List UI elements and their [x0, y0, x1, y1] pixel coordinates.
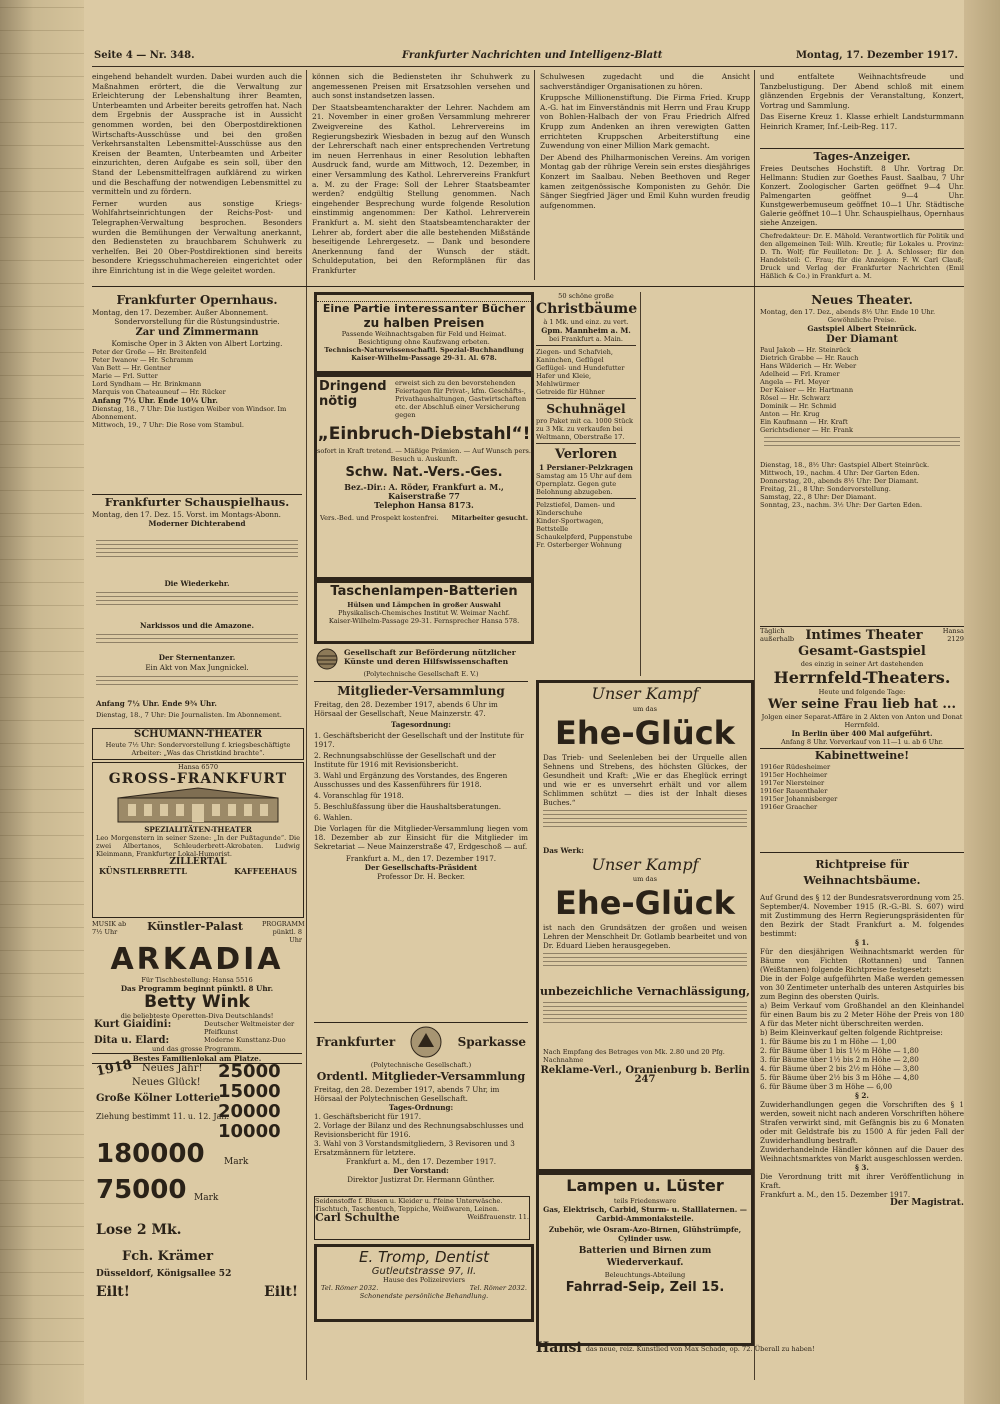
opernhaus-next: Mittwoch, 19., 7 Uhr: Die Rose vom Stambul. — [92, 421, 244, 429]
tromp-dentist-ad — [314, 1244, 534, 1322]
kampf-title2: Ehe-Glück — [555, 884, 735, 922]
einbruch-right: erweist sich zu den bevorstehenden Feiertagen für Privat-, kfm. Geschäfts-, Privathaushaltungen, Gastwirtschaften etc. der Abschluß einer Versicherung gegen — [395, 379, 527, 419]
partie-sub2: Besichtigung ohne Kaufzwang erbeten. — [358, 338, 490, 346]
neues-line3: Gastspiel Albert Steinrück. — [807, 324, 917, 333]
schauspiel-line1: Montag, den 17. Dez. 15. Vorst. im Montags-Abonn. — [92, 510, 281, 519]
arkadia-palast: Künstler-Palast — [147, 920, 243, 933]
lotterie-line2: Neues Glück! — [132, 1077, 201, 1088]
richtpreise-t4: Zuwiderhandelnde Händler können auf die Dauer des Weihnachtsmarktes von Markt ausgeschlossen werden. — [760, 1145, 964, 1163]
opernhaus-sub: Komische Oper in 3 Akten von Albert Lortzing. — [111, 339, 283, 348]
neues-line2: Gewöhnliche Preise. — [827, 316, 897, 324]
einbruch-addr: Bez.-Dir.: A. Röder, Frankfurt a. M., Kaiserstraße 77 — [344, 482, 504, 501]
opernhaus-next: Dienstag, 18., 7 Uhr: Die lustigen Weiber von Windsor. Im Abonnement. — [92, 405, 287, 421]
christ-addr: Gpm. Mannheim a. M. — [541, 326, 631, 335]
lotterie-line1: Neues Jahr! — [142, 1063, 203, 1074]
richtpreise-b: b) Beim Kleinverkauf gelten folgende Richtpreise: — [760, 1028, 943, 1037]
sparkasse-left: Frankfurter — [316, 1034, 396, 1049]
column-rule — [306, 70, 307, 1380]
einbruch-title: „Einbruch-Diebstahl“! — [317, 424, 531, 444]
sparkasse-tages: Tages-Ordnung: — [388, 1103, 454, 1112]
gesellschaft-title: Gesellschaft zur Beförderung nützlicher Künste und deren Hilfswissenschaften — [344, 648, 516, 666]
gross-phone: Hansa 6570 — [177, 763, 219, 771]
kampf-price: Nach Empfang des Betrages von Mk. 2.80 und 20 Pfg. Nachnahme — [543, 1048, 725, 1064]
opernhaus-footer: Anfang 7½ Uhr. Ende 10¼ Uhr. — [92, 396, 218, 405]
sparkasse-heading: Ordentl. Mitglieder-Versammlung — [316, 1070, 526, 1083]
editor-info: Chefredakteur: Dr. E. Mähold. Verantwortlich für Politik und den allgemeinen Teil: Wilh. Kreutle; für Lokales u. Provinz: D. Th. Wolf; für Feuilleton: Dr. J. A. Schlosser; für den Handelsteil: C. Frau; für die Anzeigen: F. W. Carl Clauß; Druck und Verlag der Frankfurter Nachrichten (Emil Häßlich & Co.) in Frankfurt a. M. — [760, 232, 964, 280]
christ-title: Christbäume — [536, 301, 638, 317]
arkadia-star-sub: die beliebteste Operetten-Diva Deutschlands! — [120, 1012, 274, 1020]
einbruch-company: Schw. Nat.-Vers.-Ges. — [345, 465, 503, 480]
christ-sub: à 1 Mk. und einz. zu vert. — [543, 318, 629, 326]
arkadia-footer: Bestes Familienlokal am Platze. — [92, 1053, 302, 1064]
paragraph-mark: § 3. — [855, 1163, 869, 1172]
christ-top: 50 schöne große — [558, 292, 614, 300]
arkadia-begin: Das Programm beginnt pünktl. 8 Uhr. — [120, 984, 274, 993]
taschen-shop: Physikalisch-Chemisches Institut W. Weimar Nachf. — [338, 609, 510, 617]
taschen-addr: Kaiser-Wilhelm-Passage 29-31. Fernsprecher Hansa 578. — [328, 617, 520, 625]
arkadia-rest: und das grosse Programm. — [151, 1045, 242, 1053]
neues-next: Dienstag, 18., 8½ Uhr: Gastspiel Albert Steinrück. — [760, 461, 930, 469]
schauspiel-item: Die Wiederkehr. — [164, 579, 230, 588]
kaffeehaus-label: KAFFEEHAUS — [234, 866, 297, 876]
arkadia-programm: PROGRAMM pünktl. 8 Uhr — [262, 920, 305, 944]
schumann-text: Heute 7½ Uhr: Sondervorstellung f. kriegsbeschäftigte Arbeiter: „Was das Christkind brachte“. — [105, 741, 291, 757]
small-ad: Ziegen- und Schafvieh, Kaninchen, Geflügel — [536, 348, 614, 364]
einbruch-foot-left: Vers.-Bed. und Prospekt kostenfrei. — [320, 514, 439, 522]
schuh-title: Schuhnägel — [546, 402, 626, 416]
lotterie-city: Düsseldorf, Königsallee 52 — [96, 1269, 232, 1279]
article-column-2 — [312, 72, 530, 280]
gesellschaft-sign3: Professor Dr. H. Becker. — [377, 872, 465, 881]
lotterie-price: Lose 2 Mk. — [96, 1222, 182, 1238]
gesellschaft-date: Freitag, den 28. Dezember 1917, abends 6 Uhr im Hörsaal der Gesellschaft, Neue Mainzerstr. 47. — [314, 700, 498, 718]
tromp-addr: Gutleutstrasse 97, II. — [371, 1266, 477, 1277]
sparkasse-emblem-icon — [409, 1025, 443, 1059]
gross-frankfurt-ad — [92, 762, 304, 918]
article-paragraph: Ferner wurden aus sonstige Kriegs-Wohlfahrtseinrichtungen der Reichs-Post- und Telegraphen-Verwaltung besprochen. Besonders wurden die Bemühungen der Verwaltung anerkannt, den Bediensteten zu brauchbarem Schuhwerk zu verhelfen. Bei 20 Ober-Postdirektionen sind bereits besondere Kriegsschuhmachereien eingerichtet oder ihre Einrichtung ist in die Wege geleitet worden. — [92, 198, 302, 275]
newspaper-title: Frankfurter Nachrichten und Intelligenz-Blatt — [402, 50, 663, 61]
neues-line1: Montag, den 17. Dez., abends 8½ Uhr. Ende 10 Uhr. — [760, 308, 936, 316]
schumann-title: SCHUMANN-THEATER — [133, 729, 263, 740]
intimes-play: Wer seine Frau lieb hat ... — [768, 697, 956, 712]
schumann-theater-ad — [92, 728, 304, 760]
eilt-label: Eilt! — [96, 1284, 130, 1300]
article-paragraph: Der Staatsbeamtencharakter der Lehrer. Nachdem am 21. November in einer großen Versammlung mehrerer Zweigvereine des Kathol. Lehrervereins im Regierungsbezirk Wiesbaden in bezug auf den Wunsch der Lehrerschaft nach einer entsprechenden Vertretung im neuen Herrenhaus in einer Resolution lebhaften Ausdruck fand, wurde am Mittwoch, 12. Dezember, in einer Versammlung des Kathol. Lehrervereins Frankfurt a. M. zu der Frage: Soll der Lehrer Staatsbeamter werden? endgültig Stellung genommen. Nach eingehender Besprechung wurde folgende Resolution einstimmig angenommen: Der Kathol. Lehrerverein Frankfurt a. M. sieht den Staatsbeamtencharakter der Lehrer ab, fordert aber die alle bestehenden Mißstände beseitigende Lehrergesetz. — Dank und besondere Anerkennung fand der Wunsch der städt. Schuldeputation, bei den Reformplänen für das Frankfurter — [312, 102, 530, 275]
partie-buecher-ad — [314, 292, 534, 374]
opernhaus-line1: Montag, den 17. Dezember. Außer Abonnement. — [92, 308, 269, 317]
small-ad: Getreide für Hühner — [536, 388, 605, 396]
arkadia-ad — [92, 920, 305, 1063]
kampf-warn: unbezeichliche Vernachlässigung, — [540, 985, 750, 998]
cast-line: Marie — Frl. Sutter — [92, 372, 158, 380]
opernhaus-ad — [92, 292, 302, 492]
verloren-title: Verloren — [554, 447, 618, 462]
small-ad: Schaukelpferd, Puppenstube — [536, 533, 633, 541]
act-name: Dita u. Elard: — [94, 1035, 170, 1046]
lampen-resell: Batterien und Birnen zum Wiederverkauf. — [578, 1246, 712, 1268]
intimes-name: Herrnfeld-Theaters. — [773, 668, 951, 687]
article-paragraph: und entfaltete Weihnachtsfreude und Tanzbelustigung. Der Abend schloß mit einem glänzenden Ergebnis der Veranstaltung, Konzert, Vortrag und Sammlung. — [760, 72, 964, 110]
agenda-item: 2. Vorlage der Bilanz und des Rechnungsabschlusses und Revisionsbericht für 1916. — [314, 1121, 524, 1139]
intimes-anfang: Anfang 8 Uhr. Vorverkauf von 11—1 u. ab 6 Uhr. — [780, 738, 944, 746]
richtpreise-sign2: Der Magistrat. — [890, 1198, 964, 1208]
kuenstlerbrettl-label: KÜNSTLERBRETTL — [99, 866, 187, 876]
tromp-sub: Hause des Polizeireviers — [382, 1276, 466, 1284]
column-rule — [640, 292, 641, 676]
schulthe-name: Carl Schulthe — [315, 1211, 400, 1224]
schulthe-ad — [314, 1196, 530, 1240]
arkadia-title: ARKADIA — [110, 942, 284, 977]
richtpreise-title: Richtpreise für Weihnachtsbäume. — [803, 858, 921, 887]
sparkasse-ad — [314, 1022, 528, 1195]
article-paragraph: Der Abend des Philharmonischen Vereins. Am vorigen Montag gab der rührige Verein sein erstes diesjähriges Konzert im Saalbau. Neben Beethoven und Reger kamen zeitgenössische Komponisten zu Gehör. Die Sänger Siegfried Jäger und Emil Kuhn wurden freudig aufgenommen. — [540, 152, 750, 210]
article-paragraph: Schulwesen zugedacht und die Ansicht sachverständiger Organisationen zu hören. — [540, 72, 750, 91]
schauspiel-footer: Anfang 7½ Uhr. Ende 9¾ Uhr. — [96, 699, 217, 708]
neues-next: Donnerstag, 20., abends 8½ Uhr: Der Diamant. — [760, 477, 919, 485]
agenda-item: 2. Rechnungsabschlüsse der Gesellschaft und der Institute für 1916 mit Revisionsbericht. — [314, 751, 496, 769]
arkadia-musik: MUSIK ab 7½ Uhr — [92, 920, 127, 936]
kampf-title: Ehe-Glück — [555, 714, 735, 752]
lotterie-year: 1918 — [94, 1057, 134, 1080]
tromp-tel2: Tel. Römer 2032. — [469, 1284, 527, 1292]
wine-item: 1917er Niersteiner — [760, 779, 825, 787]
partie-title2: zu halben Preisen — [363, 316, 485, 330]
article-column-1 — [92, 72, 302, 280]
schauspiel-line2: Moderner Dichterabend — [148, 519, 246, 528]
cast-line: Lord Syndham — Hr. Brinkmann — [92, 380, 202, 388]
intimes-sub: Jolgen einer Separat-Affäre in 2 Akten von Anton und Donat Herrnfeld. — [761, 713, 963, 729]
small-ad: Hafer und Kleie, Mehlwürmer — [536, 372, 592, 388]
schulthe-addr: Weißfrauenstr. 11. — [467, 1213, 529, 1221]
gesellschaft-note: Die Vorlagen für die Mitglieder-Versammlung liegen vom 18. Dezember ab zur Einsicht für die Mitglieder im Sekretariat — Neue Mainzerstraße 47, Erdgeschoß — auf. — [314, 824, 528, 851]
tages-text: Freies Deutsches Hochstift. 8 Uhr. Vortrag Dr. Hellmann: Studien zur Goethes Faust. Saalbau, 7 Uhr Konzert. Zoologischer Garten geöffnet 9—4 Uhr. Palmengarten geöffnet 9—4 Uhr. Kunstgewerbemuseum geöffnet 10—1 Uhr. Städtische Galerie geöffnet 10—1 Uhr. Schauspielhaus, Opernhaus siehe Anzeigen. — [760, 164, 964, 227]
kampf-top: Unser Kampf — [591, 684, 699, 703]
hansi-name: Hansi — [536, 1340, 582, 1356]
article-paragraph: eingehend behandelt wurden. Dabei wurden auch die Maßnahmen erörtert, die die Verwaltung zur Erleichterung der Lebenshaltung ihrer Beamten, Unterbeamten und Arbeiter bereits getroffen hat. Nach dem Ergebnis der Aussprache ist in Aussicht genommen worden, bei den Oberpostdirektionen Wirtschafts-Ausschüsse und bei den großen Verkehrsanstalten Lebensmittel-Ausschüsse aus den Kreisen der Beamten, Unterbeamten und Arbeiter einzurichten, deren Aufgabe es sein soll, über den Stand der Lebensmittelfragen aufklärend zu wirken und die Beschaffung der notwendigen Lebensmittel zu vermitteln und zu fördern. — [92, 72, 302, 197]
tromp-foot: Schonendste persönliche Behandlung. — [359, 1292, 489, 1300]
cast-line: Rösel — Hr. Schwarz — [760, 394, 831, 402]
einbruch-ad — [314, 374, 534, 580]
schauspiel-item: Ein Akt von Max Jungnickel. — [145, 663, 249, 672]
intimes-berlin: In Berlin über 400 Mal aufgeführt. — [791, 729, 933, 738]
intimes-left: Täglich außerhalb — [760, 627, 795, 643]
einbruch-sub: sofort in Kraft tretend. — Mäßige Prämien. — Auf Wunsch pers. Besuch u. Auskunft. — [317, 447, 531, 463]
wine-item: 1916er Rauenthaler — [760, 787, 828, 795]
neues-next: Freitag, 21., 8 Uhr: Sondervorstellung. — [760, 485, 891, 493]
richtpreise-sign: Frankfurt a. M., den 15. Dezember 1917. — [760, 1190, 911, 1199]
cast-line: Van Bett — Hr. Gentner — [92, 364, 171, 372]
neues-title: Neues Theater. — [811, 293, 913, 307]
lampen-dept: Beleuchtungs-Abteilung — [604, 1271, 686, 1279]
richtpreise-a: a) Beim Verkauf vom Großhandel an den Kleinhandel für einen Baum bis zu 2 Meter Höhe der Preis von 180 A für das Meter nicht überschreiten werden. — [760, 1001, 964, 1028]
eilt-label: Eilt! — [264, 1284, 298, 1300]
gesellschaft-sign: Frankfurt a. M., den 17. Dezember 1917. — [345, 854, 497, 863]
christbaeume-ad — [536, 292, 636, 672]
neues-next: Samstag, 22., 8 Uhr: Der Diamant. — [760, 493, 877, 501]
lotterie-mark2: Mark — [194, 1193, 219, 1203]
issue-date: Montag, 17. Dezember 1917. — [795, 50, 958, 61]
richtpreise-t3: Zuwiderhandlungen gegen die Vorschriften des § 1 werden, soweit nicht nach anderen Vorschriften höhere Strafen verwirkt sind, mit Gefängnis bis zu 6 Monaten oder mit Geldstrafe bis zu 1500 A für jeden Fall der Zuwiderhandlung bestraft. — [760, 1100, 964, 1145]
cast-line: Hans Wilderich — Hr. Weber — [760, 362, 857, 370]
christ-city: bei Frankfurt a. Main. — [548, 335, 624, 343]
einbruch-left: Dringend nötig — [319, 379, 387, 409]
wine-title: Kabinettweine! — [760, 748, 964, 763]
article-column-3 — [540, 72, 750, 280]
tromp-tel: Tel. Römer 2032. — [321, 1284, 379, 1292]
cast-line: Angela — Frl. Meyer — [760, 378, 830, 386]
schuh-text: pro Paket mit ca. 1000 Stück zu 3 Mk. zu verkaufen bei Weltmann, Oberstraße 17. — [536, 417, 634, 441]
agenda-item: 3. Wahl und Ergänzung des Vorstandes, des Engeren Ausschusses und des Kassenführers für 1918. — [314, 771, 508, 789]
intimes-title: Intimes Theater — [805, 627, 923, 643]
agenda-item: 1. Geschäftsbericht für 1917. — [314, 1112, 422, 1121]
ehe-glueck-ad — [536, 680, 754, 1172]
act-desc: Moderne Kunsttanz-Duo — [204, 1036, 286, 1044]
bound-page-edges — [0, 0, 84, 1404]
gesellschaft-sign2: Der Gesellschafts-Präsident — [364, 863, 478, 872]
tromp-name: E. Tromp, Dentist — [358, 1248, 490, 1266]
neues-next: Sonntag, 23., nachm. 3½ Uhr: Der Garten Eden. — [760, 501, 923, 509]
gross-title: GROSS-FRANKFURT — [108, 771, 288, 787]
schauspiel-next: Dienstag, 18., 7 Uhr: Die Journalisten. Im Abonnement. — [96, 711, 282, 719]
schauspiel-item: Narkissos und die Amazone. — [140, 621, 254, 630]
sparkasse-sign2: Der Vorstand: — [393, 1166, 449, 1175]
gesellschaft-heading: Mitglieder-Versammlung — [314, 681, 528, 700]
opernhaus-play: Zar und Zimmermann — [135, 327, 259, 338]
richtpreise-notice — [760, 852, 964, 1339]
gesellschaft-tages: Tagesordnung: — [391, 720, 451, 729]
taschenlampen-ad — [314, 580, 534, 644]
cast-line: Ein Kaufmann — Hr. Kraft — [760, 418, 848, 426]
article-paragraph: Das Eiserne Kreuz 1. Klasse erhielt Landsturmmann Heinrich Kramer, Inf.-Leib-Reg. 117. — [760, 112, 964, 131]
paragraph-mark: § 1. — [855, 938, 869, 947]
act-desc: Deutscher Weltmeister der Pfeifkunst — [204, 1020, 295, 1036]
sparkasse-sign3: Direktor Justizrat Dr. Hermann Günther. — [347, 1175, 495, 1184]
cast-line: Der Kaiser — Hr. Hartmann — [760, 386, 854, 394]
einbruch-tel: Telephon Hansa 8173. — [374, 500, 474, 510]
verloren-text: Samstag am 15 Uhr auf dem Opernplatz. Gegen gute Belohnung abzugeben. — [536, 472, 632, 496]
prize-amount: 10000 — [218, 1121, 281, 1142]
lampen-text: Gas, Elektrisch, Carbid, Sturm- u. Stalllaternen. — Carbid-Ammoniaksteile. — [543, 1205, 747, 1223]
price-line: 6. für Bäume über 3 m Höhe — 6,00 — [760, 1082, 893, 1091]
cast-line: Peter der Große — Hr. Breitenfeld — [92, 348, 207, 356]
einbruch-foot-right: Mitarbeiter gesucht. — [451, 514, 528, 522]
kampf-top2: Unser Kampf — [591, 855, 699, 874]
richtpreise-t1: Für den diesjährigen Weihnachtsmarkt werden für Bäume von Fichten (Rottannen) und Tannen (Weißtannen) folgende Richtpreise festgesetzt: — [760, 947, 964, 974]
small-ad: Fr. Osterberger Wohnung — [536, 541, 622, 549]
price-line: 3. für Bäume über 1½ bis 2 m Höhe — 2,80 — [760, 1055, 919, 1064]
page-number: Seite 4 — Nr. 348. — [94, 50, 195, 61]
sparkasse-sign: Frankfurt a. M., den 17. Dezember 1917. — [345, 1157, 497, 1166]
agenda-item: 3. Wahl von 3 Vorstandsmitgliedern, 3 Revisoren und 3 Ersatzmännern für letztere. — [314, 1139, 515, 1157]
intimes-g1: Gesamt-Gastspiel — [798, 644, 926, 659]
sparkasse-date: Freitag, den 28. Dezember 1917, abends 7 Uhr, im Hörsaal der Polytechnischen Gesellschaft. — [314, 1085, 500, 1103]
column-rule — [534, 70, 535, 280]
kampf-text2: ist nach den Grundsätzen der großen und weisen Lehren der Menschheit Dr. Gotlamb bearbeitet und von Dr. Eduard Lieben herausgegeben. — [543, 923, 747, 950]
article-column-4 — [760, 72, 964, 148]
kampf-um: um das — [632, 705, 658, 713]
agenda-item: 5. Beschlußfassung über die Haushaltsberatungen. — [314, 802, 502, 811]
neues-next: Mittwoch, 19., nachm. 4 Uhr: Der Garten Eden. — [760, 469, 920, 477]
lotterie-mark: Mark — [224, 1157, 249, 1167]
cast-line: Gerichtsdiener — Hr. Frank — [760, 426, 853, 434]
schauspiel-title: Frankfurter Schauspielhaus. — [104, 495, 290, 509]
article-paragraph: Kruppsche Millionenstiftung. Die Firma Fried. Krupp A.-G. hat im Einverständnis mit Herrn und Frau Krupp von Bohlen-Halbach der von Frau Friedrich Alfred Krupp zum Andenken an ihren verewigten Gatten errichteten Kruppschen Arbeiterstiftung eine Zuwendung von einer Million Mark gemacht. — [540, 93, 750, 151]
cast-line: Paul Jakob — Hr. Steinrück — [760, 346, 851, 354]
polytechnische-gesellschaft-ad — [314, 644, 528, 1018]
intimes-heute: Heute und folgende Tage: — [818, 688, 906, 696]
article-paragraph: können sich die Bediensteten ihr Schuhwerk zu angemessenen Preisen mit Ersatzsohlen versehen und auch sonst instandsetzen lassen. — [312, 72, 530, 101]
richtpreise-t5: Die Verordnung tritt mit ihrer Veröffentlichung in Kraft. — [760, 1172, 964, 1190]
cast-line: Dominik — Hr. Schmid — [760, 402, 837, 410]
theater-building-illustration — [98, 788, 298, 824]
opernhaus-line2: Sondervorstellung für die Rüstungsindustrie. — [114, 317, 280, 326]
beehive-icon — [314, 644, 340, 670]
cast-line: Anton — Hr. Krug — [760, 410, 820, 418]
intimes-right: Hansa 2129 — [942, 627, 964, 643]
prize-amount: 15000 — [218, 1081, 281, 1102]
kampf-publisher: Reklame-Verl., Oranienburg b. Berlin 247 — [540, 1065, 750, 1085]
prize-amount: 25000 — [218, 1061, 281, 1082]
partie-title1: Eine Partie interessanter Bücher — [322, 302, 526, 315]
schulthe-text: Seidenstoffe f. Blusen u. Kleider u. f'feine Unterwäsche. Tischtuch, Taschentuch, Teppiche, Weißwaren, Leinen. — [315, 1197, 503, 1213]
verloren-sub: 1 Persianer-Pelzkragen — [539, 463, 633, 472]
page-content — [92, 48, 964, 1388]
lotterie-main2: 75000 — [96, 1175, 187, 1205]
page-header — [92, 48, 964, 67]
cast-line: Peter Iwanow — Hr. Schramm — [92, 356, 194, 364]
wine-item: 1916er Rüdesheimer — [760, 763, 831, 771]
intimes-theater-ad — [760, 626, 964, 849]
kampf-werk: Das Werk: — [543, 846, 584, 855]
cast-line: Adelheid — Frl. Kramer — [760, 370, 840, 378]
small-ad: Pelzstiefel, Damen- und Kinderschuhe — [536, 501, 615, 517]
agenda-item: 6. Wahlen. — [314, 813, 353, 822]
partie-shop: Technisch-Naturwissenschaftl. Spezial-Buchhandlung — [324, 346, 524, 354]
partie-addr: Kaiser-Wilhelm-Passage 29-31. Al. 678. — [351, 354, 497, 362]
gesellschaft-sub: (Polytechnische Gesellschaft E. V.) — [363, 670, 479, 678]
opernhaus-title: Frankfurter Opernhaus. — [116, 293, 278, 307]
price-line: 4. für Bäume über 2 bis 2½ m Höhe — 3,80 — [760, 1064, 919, 1073]
lampen-title: Lampen u. Lüster — [566, 1176, 724, 1195]
zillertal-label: ZILLERTAL — [169, 857, 227, 867]
cast-line: Marquis von Chateauneuf — Hr. Rücker — [92, 388, 226, 396]
kampf-um2: um das — [632, 875, 658, 883]
agenda-item: 1. Geschäftsbericht der Gesellschaft und der Institute für 1917. — [314, 731, 524, 749]
taschen-sub: Hülsen und Lämpchen in großer Auswahl — [347, 601, 501, 609]
price-line: 5. für Bäume über 2½ bis 3 m Höhe — 4,80 — [760, 1073, 919, 1082]
page-right-edge — [964, 0, 1000, 1404]
sparkasse-right: Sparkasse — [457, 1034, 526, 1049]
sparkasse-sub: (Polytechnische Gesellschaft.) — [370, 1061, 472, 1069]
small-ad: Geflügel- und Hundefutter — [536, 364, 625, 372]
richtpreise-t2: Die in der Folge aufgeführten Maße werden gemessen von 30 Zentimeter unterhalb des unteren Astquirles bis zum Beginn des obersten Quirls. — [760, 974, 964, 1001]
arkadia-star: Betty Wink — [144, 992, 250, 1012]
schauspielhaus-ad — [92, 494, 302, 725]
taschen-title: Taschenlampen-Batterien — [330, 584, 518, 599]
price-line: 1. für Bäume bis zu 1 m Höhe — 1,00 — [760, 1037, 897, 1046]
lotterie-ziehung: Ziehung bestimmt 11. u. 12. Jan. — [96, 1112, 230, 1121]
prize-amount: 20000 — [218, 1101, 281, 1122]
gross-sub: SPEZIALITÄTEN-THEATER — [144, 825, 252, 834]
wine-item: 1916er Graacher — [760, 803, 818, 811]
act-name: Kurt Giaidini: — [94, 1019, 172, 1030]
schauspiel-item: Der Sternentanzer. — [158, 653, 236, 662]
column-rule — [754, 70, 755, 1380]
hansi-text: das neue, reiz. Kunstlied von Max Schade, op. 72. Überall zu haben! — [585, 1345, 815, 1353]
agenda-item: 4. Voranschlag für 1918. — [314, 791, 404, 800]
lampen-luester-ad — [536, 1172, 754, 1346]
lotterie-dealer: Fch. Krämer — [122, 1249, 214, 1264]
tages-title: Tages-Anzeiger. — [813, 150, 911, 163]
intimes-g2: des einzig in seiner Art dastehenden — [800, 660, 924, 668]
tages-anzeiger — [760, 148, 964, 287]
wine-item: 1915er Johannisberger — [760, 795, 838, 803]
gross-text: Leo Morgenstern in seiner Szene: „In der Pußtagunde“. Die zwei Albertanos, Schleuderbrett-Akrobaten. Ludwig Kleinmann, Frankfurter Lokal-Humorist. — [96, 834, 300, 858]
price-line: 2. für Bäume über 1 bis 1½ m Höhe — 1,80 — [760, 1046, 919, 1055]
kampf-text: Das Trieb- und Seelenleben bei der Urquelle allen Sehnens und Strebens, des höchsten Glückes, der Gesundheit und Kraft: „Wie er das Eheglück erringt und wie er es unversehrt erhält und vor allem Schlimmen schützt — dies ist der Inhalt dieses Buches.“ — [543, 753, 747, 807]
lampen-shop: Fahrrad-Seip, Zeil 15. — [565, 1280, 725, 1295]
paragraph-mark: § 2. — [855, 1091, 869, 1100]
cast-line: Dietrich Grabbe — Hr. Rauch — [760, 354, 859, 362]
arkadia-tel: Für Tischbestellung: Hansa 5516 — [141, 976, 253, 984]
partie-sub1: Passende Weihnachtsgaben für Feld und Heimat. — [341, 330, 507, 338]
richtpreise-intro: Auf Grund des § 12 der Bundesratsverordnung vom 25. September/4. November 1915 (R.-G.-Bl. S. 607) wird mit Zustimmung des Herrn Regierungspräsidenten für den Bezirk der Stadt Frankfurt a. M. folgendes bestimmt: — [760, 893, 964, 938]
neues-theater-ad — [760, 292, 964, 622]
neues-play: Der Diamant — [826, 334, 898, 345]
hansi-ad — [536, 1340, 960, 1372]
lampen-text2: Zubehör, wie Osram-Azo-Birnen, Glühstrümpfe, Cylinder usw. — [548, 1225, 742, 1243]
lotterie-name: Große Kölner Lotterie — [96, 1093, 220, 1104]
lotterie-main: 180000 — [96, 1139, 205, 1169]
wine-item: 1915er Hochheimer — [760, 771, 828, 779]
small-ad: Kinder-Sportwagen, Bettstelle — [536, 517, 604, 533]
lampen-sub: teils Friedensware — [613, 1197, 677, 1205]
